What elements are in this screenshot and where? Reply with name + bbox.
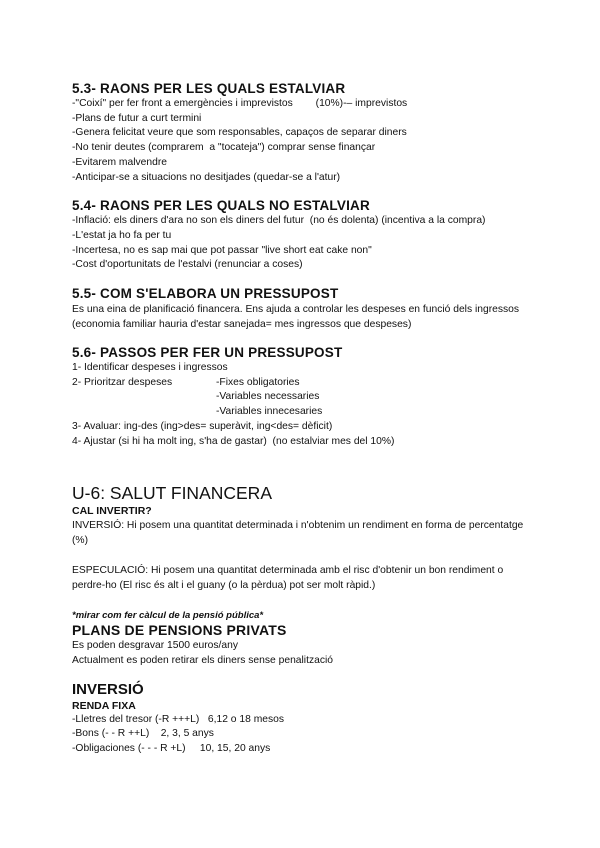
list-item: -"Coixí" per fer front a emergències i imprevistos (10%)-– imprevistos <box>72 98 408 109</box>
list-item: -Anticipar-se a situacions no desitjades (quedar-se a l'atur) <box>72 171 341 183</box>
unit-6 <box>72 483 532 757</box>
section-5-3 <box>72 80 532 185</box>
section-title: 5.4- RAONS PER LES QUALS NO ESTALVIAR <box>72 198 370 214</box>
list-item: -Incertesa, no es sap mai que pot passar "live short eat cake non" <box>72 244 372 256</box>
list-item: -Genera felicitat veure que som responsables, capaços de separar diners <box>72 127 407 139</box>
list-item: -Cost d'oportunitats de l'estalvi (renunciar a coses) <box>72 259 303 271</box>
subheading: CAL INVERTIR? <box>72 505 152 518</box>
step-item: 1- Identificar despeses i ingressos <box>72 362 228 374</box>
paragraph: ESPECULACIÓ: Hi posem una quantitat determinada amb el risc d'obtenir un bon rendiment o perdre-ho (El risc és alt i el guany (o la pèrdua) pot ser molt ràpid.) <box>72 565 504 592</box>
document-page <box>72 80 532 757</box>
list-item: Es poden desgravar 1500 euros/any <box>72 640 239 652</box>
section-title: 5.6- PASSOS PER FER UN PRESSUPOST <box>72 345 343 361</box>
step-item: 4- Ajustar (si hi ha molt ing, s'ha de gastar) (no estalviar mes del 10%) <box>72 435 395 447</box>
step-subitem: -Variables innecesaries <box>216 406 323 418</box>
step-subitem: -Variables necessaries <box>216 391 320 403</box>
section-5-4 <box>72 197 532 273</box>
section-title: PLANS DE PENSIONS PRIVATS <box>72 622 287 639</box>
paragraph: INVERSIÓ: Hi posem una quantitat determinada i n'obtenim un rendiment en forma de percentatge (%) <box>72 520 524 547</box>
section-5-6 <box>72 344 532 449</box>
section-title: 5.3- RAONS PER LES QUALS ESTALVIAR <box>72 81 346 96</box>
section-5-5 <box>72 285 532 332</box>
step-label: 2- Prioritzar despeses <box>72 376 173 388</box>
list-item: -L'estat ja ho fa per tu <box>72 229 172 241</box>
section-title: INVERSIÓ <box>72 680 144 698</box>
list-item: -Evitarem malvendre <box>72 156 167 168</box>
note: *mirar com fer càlcul de la pensió pública* <box>72 610 264 622</box>
list-item: -Obligaciones (- - - R +L) 10, 15, 20 anys <box>72 743 271 755</box>
list-item: -Lletres del tresor (-R +++L) 6,12 o 18 mesos <box>72 713 285 725</box>
step-subitem: -Fixes obligatories <box>216 376 300 388</box>
section-title: 5.5- COM S'ELABORA UN PRESSUPOST <box>72 286 339 302</box>
list-item: Actualment es poden retirar els diners sense penalització <box>72 654 333 666</box>
list-item: -Plans de futur a curt termini <box>72 112 202 124</box>
list-item: -Inflació: els diners d'ara no son els diners del futur (no és dolenta) (incentiva a la compra) <box>72 215 486 227</box>
list-item: -No tenir deutes (comprarem a "tocateja") comprar sense finançar <box>72 142 376 154</box>
unit-title: U-6: SALUT FINANCERA <box>72 483 272 504</box>
subheading: RENDA FIXA <box>72 699 136 712</box>
step-item: 3- Avaluar: ing-des (ing>des= superàvit, ing<des= dèficit) <box>72 420 333 432</box>
paragraph: Es una eina de planificació financera. Ens ajuda a controlar les despeses en funció dels ingressos (economia familiar hauria d'estar sanejada= mes ingressos que despeses) <box>72 304 520 331</box>
step-item <box>72 376 532 391</box>
list-item: -Bons (- - R ++L) 2, 3, 5 anys <box>72 728 214 740</box>
